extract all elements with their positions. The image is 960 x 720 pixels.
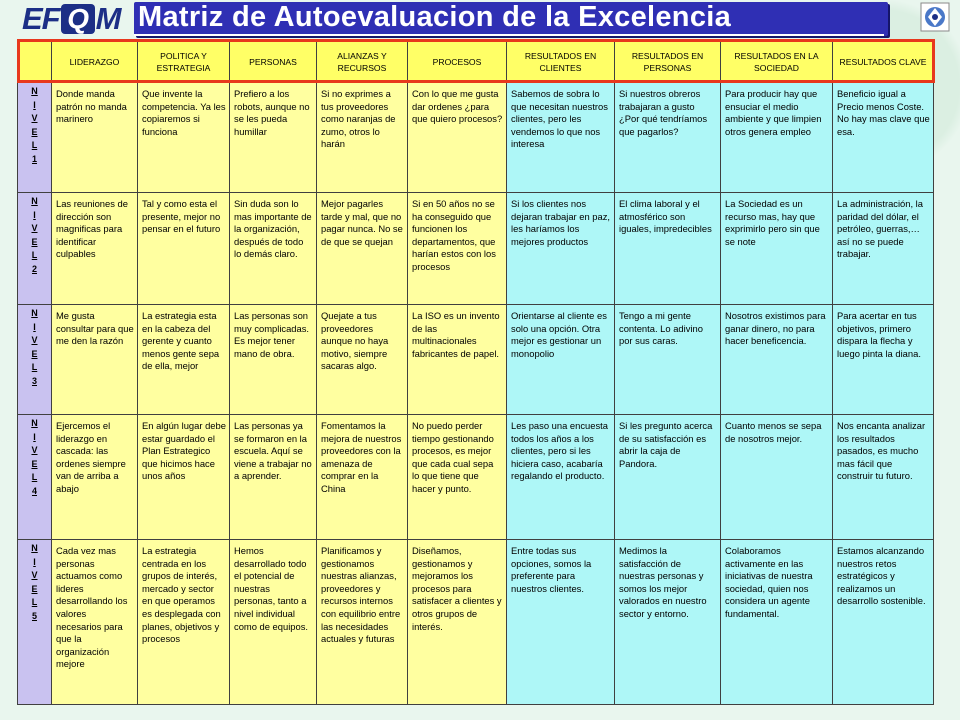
column-header: PERSONAS bbox=[230, 41, 317, 83]
page-title: Matriz de Autoevaluacion de la Excelencia bbox=[138, 1, 732, 33]
level-letter: V bbox=[31, 335, 38, 346]
matrix-cell: Si nuestros obreros trabajaran a gusto ¿Por qué tendríamos que pagarlos? bbox=[615, 83, 721, 193]
logo-suffix: M bbox=[95, 1, 121, 36]
level-letter: E bbox=[31, 583, 38, 594]
level-letter: L bbox=[31, 250, 38, 261]
matrix-cell: Nosotros existimos para ganar dinero, no para hacer beneficencia. bbox=[721, 305, 833, 415]
level-letter: I bbox=[33, 99, 36, 110]
level-letter: L bbox=[31, 597, 38, 608]
level-letter: E bbox=[31, 458, 38, 469]
column-header: LIDERAZGO bbox=[52, 41, 138, 83]
logo-q-mark: Q bbox=[61, 4, 95, 34]
level-letter: L bbox=[31, 362, 38, 373]
corner-cell bbox=[18, 41, 52, 83]
matrix-cell: Me gusta consultar para que me den la razón bbox=[52, 305, 138, 415]
matrix-cell: Quejate a tus proveedores aunque no haya motivo, siempre sacaras algo. bbox=[317, 305, 408, 415]
matrix-cell: Diseñamos, gestionamos y mejoramos los procesos para satisfacer a clientes y otros grupos de interés. bbox=[408, 540, 507, 705]
matrix-cell: La estrategia esta en la cabeza del gerente y cuanto menos gente sepa de ella, mejor bbox=[138, 305, 230, 415]
matrix-cell: Medimos la satisfacción de nuestras personas y somos los mejor valorados en nuestro sector y entorno. bbox=[615, 540, 721, 705]
matrix-cell: Las personas son muy complicadas. Es mejor tener mano de obra. bbox=[230, 305, 317, 415]
level-letter: N bbox=[31, 86, 38, 96]
matrix-cell: Para producir hay que ensuciar el medio ambiente y que limpien otros genera empleo bbox=[721, 83, 833, 193]
table-row bbox=[18, 540, 934, 705]
level-letter: N bbox=[31, 543, 38, 553]
matrix-cell: La ISO es un invento de las multinacionales fabricantes de papel. bbox=[408, 305, 507, 415]
matrix-cell: Fomentamos la mejora de nuestros proveedores con la amenaza de comprar en la China bbox=[317, 415, 408, 540]
column-header: RESULTADOS EN PERSONAS bbox=[615, 41, 721, 83]
matrix-cell: Donde manda patrón no manda marinero bbox=[52, 83, 138, 193]
column-header: RESULTADOS EN CLIENTES bbox=[507, 41, 615, 83]
matrix-cell: Nos encanta analizar los resultados pasados, es mucho mas fácil que construir tu futuro. bbox=[833, 415, 934, 540]
level-letter: V bbox=[31, 445, 38, 456]
level-letter: I bbox=[33, 431, 36, 442]
efqm-logo bbox=[22, 1, 130, 37]
logo-prefix: EF bbox=[22, 1, 60, 36]
matrix-cell: Si les pregunto acerca de su satisfacción es abrir la caja de Pandora. bbox=[615, 415, 721, 540]
matrix-cell: Sin duda son lo mas importante de la organización, después de todo lo demás claro. bbox=[230, 193, 317, 305]
matrix-cell: Si no exprimes a tus proveedores como naranjas de zumo, otros lo harán bbox=[317, 83, 408, 193]
matrix-cell: Para acertar en tus objetivos, primero dispara la flecha y luego pinta la diana. bbox=[833, 305, 934, 415]
title-underline bbox=[134, 34, 884, 36]
level-letter: 2 bbox=[31, 263, 37, 274]
matrix-cell: Si en 50 años no se ha conseguido que funcionen los departamentos, que harían estos con los procesos bbox=[408, 193, 507, 305]
column-header-row bbox=[18, 41, 934, 83]
level-label bbox=[18, 540, 52, 705]
matrix-cell: La Sociedad es un recurso mas, hay que exprimirlo pero sin que se note bbox=[721, 193, 833, 305]
matrix-cell: Prefiero a los robots, aunque no se les pueda humillar bbox=[230, 83, 317, 193]
level-letter: I bbox=[33, 321, 36, 332]
column-header: ALIANZAS Y RECURSOS bbox=[317, 41, 408, 83]
level-letter: 5 bbox=[31, 610, 37, 621]
matrix-cell: Colaboramos activamente en las iniciativas de nuestra sociedad, quien nos considera un agente fundamental. bbox=[721, 540, 833, 705]
level-label bbox=[18, 415, 52, 540]
matrix-cell: Mejor pagarles tarde y mal, que no pagar nunca. No se de que se quejan bbox=[317, 193, 408, 305]
column-header: RESULTADOS CLAVE bbox=[833, 41, 934, 83]
matrix-cell: Ejercemos el liderazgo en cascada: las ordenes siempre van de arriba a abajo bbox=[52, 415, 138, 540]
level-letter: V bbox=[31, 113, 38, 124]
level-label bbox=[18, 83, 52, 193]
level-letter: E bbox=[31, 126, 38, 137]
matrix-cell: Orientarse al cliente es solo una opción. Otra mejor es gestionar un monopolio bbox=[507, 305, 615, 415]
matrix-cell: Que invente la competencia. Ya les copiaremos si funciona bbox=[138, 83, 230, 193]
level-letter: N bbox=[31, 196, 38, 206]
matrix-cell: Con lo que me gusta dar ordenes ¿para que quiero procesos? bbox=[408, 83, 507, 193]
level-letter: N bbox=[31, 418, 38, 428]
table-row bbox=[18, 305, 934, 415]
table-row bbox=[18, 83, 934, 193]
level-letter: 3 bbox=[31, 375, 37, 386]
level-letter: L bbox=[31, 472, 38, 483]
matrix-cell: Planificamos y gestionamos nuestras alianzas, proveedores y recursos internos con equilibrio entre las necesidades actuales y futuras bbox=[317, 540, 408, 705]
matrix-cell: Entre todas sus opciones, somos la preferente para nuestros clientes. bbox=[507, 540, 615, 705]
level-letter: I bbox=[33, 556, 36, 567]
self-assessment-matrix bbox=[17, 40, 934, 705]
matrix-cell: No puedo perder tiempo gestionando procesos, es mejor que cada cual sepa lo que tiene que hacer y punto. bbox=[408, 415, 507, 540]
table-row bbox=[18, 415, 934, 540]
level-label bbox=[18, 305, 52, 415]
level-letter: 1 bbox=[31, 153, 37, 164]
level-letter: E bbox=[31, 348, 38, 359]
level-letter: E bbox=[31, 236, 38, 247]
level-letter: N bbox=[31, 308, 38, 318]
matrix-cell: Sabemos de sobra lo que necesitan nuestros clientes, pero les vendemos lo que nos interesa bbox=[507, 83, 615, 193]
title-banner bbox=[134, 2, 888, 36]
level-label bbox=[18, 193, 52, 305]
column-header: RESULTADOS EN LA SOCIEDAD bbox=[721, 41, 833, 83]
quality-emblem-icon bbox=[920, 2, 950, 32]
matrix-cell: Les paso una encuesta todos los años a los clientes, pero si les hiciera caso, acabaría regalando el producto. bbox=[507, 415, 615, 540]
matrix-cell: Tengo a mi gente contenta. Lo adivino por sus caras. bbox=[615, 305, 721, 415]
column-header: POLITICA Y ESTRATEGIA bbox=[138, 41, 230, 83]
matrix-cell: Las reuniones de dirección son magnificas para identificar culpables bbox=[52, 193, 138, 305]
matrix-cell: Hemos desarrollado todo el potencial de nuestras personas, tanto a nivel individual como de equipos. bbox=[230, 540, 317, 705]
level-letter: V bbox=[31, 570, 38, 581]
level-letter: L bbox=[31, 140, 38, 151]
level-letter: V bbox=[31, 223, 38, 234]
level-letter: I bbox=[33, 209, 36, 220]
matrix-cell: La administración, la paridad del dólar, el petróleo, guerras,… así no se puede trabajar. bbox=[833, 193, 934, 305]
matrix-cell: El clima laboral y el atmosférico son iguales, impredecibles bbox=[615, 193, 721, 305]
table-row bbox=[18, 193, 934, 305]
column-header: PROCESOS bbox=[408, 41, 507, 83]
matrix-cell: Cada vez mas personas actuamos como lideres desarrollando los valores necesarios para que la organización mejore bbox=[52, 540, 138, 705]
matrix-cell: La estrategia centrada en los grupos de interés, mercado y sector en que operamos es desplegada con planes, objetivos y procesos bbox=[138, 540, 230, 705]
matrix-cell: Si los clientes nos dejaran trabajar en paz, les haríamos los mejores productos bbox=[507, 193, 615, 305]
matrix-cell: Estamos alcanzando nuestros retos estratégicos y realizamos un desarrollo sostenible. bbox=[833, 540, 934, 705]
matrix-cell: Beneficio igual a Precio menos Coste. No hay mas clave que esa. bbox=[833, 83, 934, 193]
matrix-cell: Cuanto menos se sepa de nosotros mejor. bbox=[721, 415, 833, 540]
matrix-cell: Las personas ya se formaron en la escuela. Aquí se viene a trabajar no a aprender. bbox=[230, 415, 317, 540]
level-letter: 4 bbox=[31, 485, 37, 496]
matrix-cell: Tal y como esta el presente, mejor no pensar en el futuro bbox=[138, 193, 230, 305]
matrix-cell: En algún lugar debe estar guardado el Plan Estrategico que hicimos hace unos años bbox=[138, 415, 230, 540]
